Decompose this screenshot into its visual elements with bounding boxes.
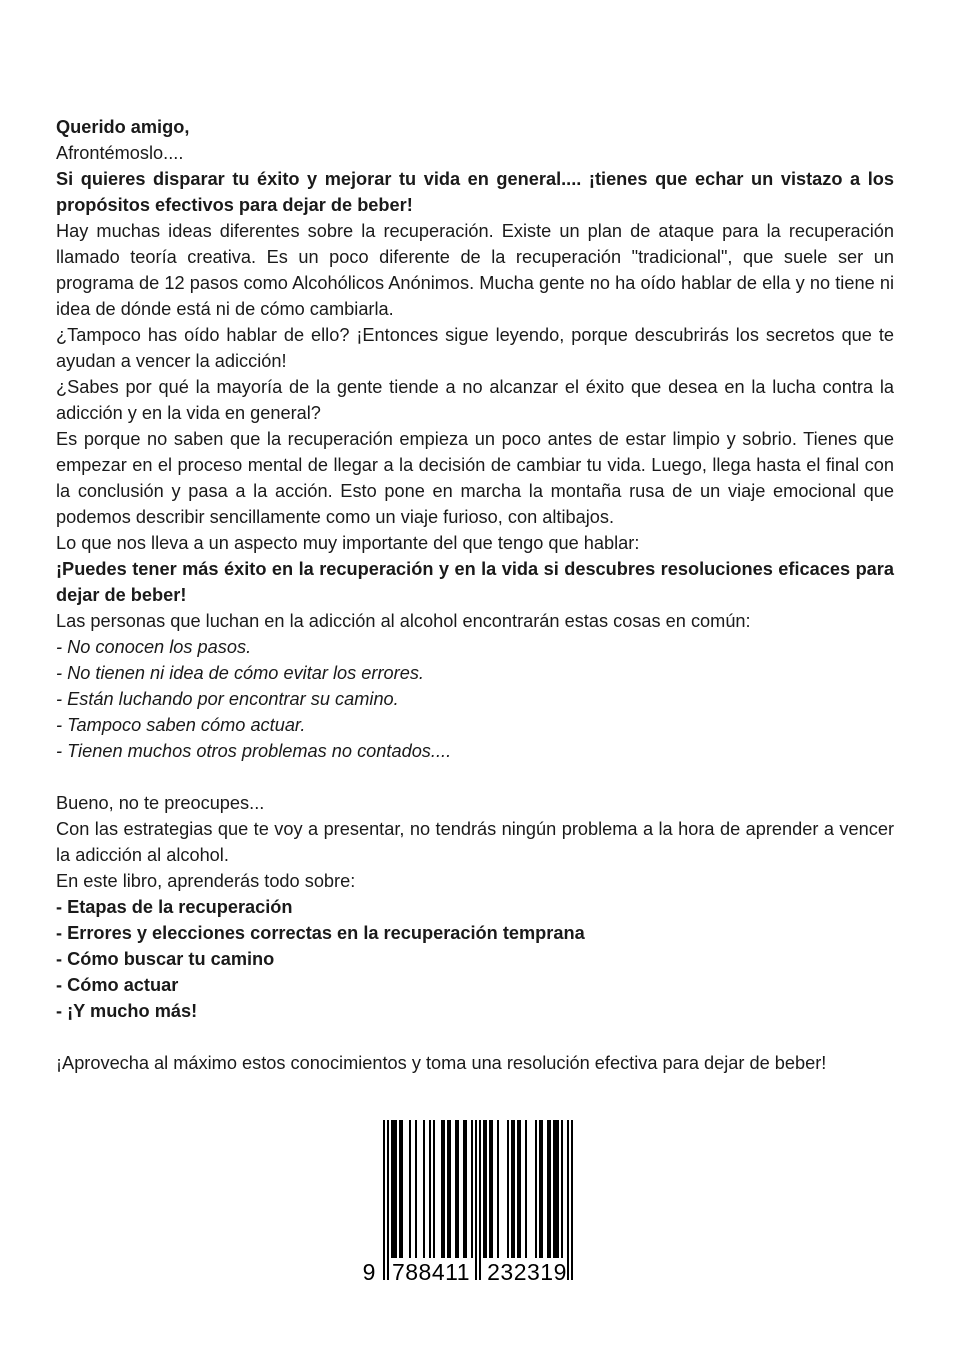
paragraph: Hay muchas ideas diferentes sobre la recuperación. Existe un plan de ataque para la recuperación llamado teoría creativa. Es un poco diferente de la recuperación "tradicional", que suele ser un programa de 12 pasos como Alcohólicos Anónimos. Mucha gente no ha oído hablar de ella y no tiene ni idea de dónde está ni de cómo cambiarla. xyxy=(56,221,894,319)
barcode-bar xyxy=(497,1120,499,1258)
barcode-guard-bar xyxy=(475,1120,477,1280)
problem-item: - No tienen ni idea de cómo evitar los errores. xyxy=(56,663,424,683)
barcode-bar xyxy=(395,1120,397,1258)
barcode-bar xyxy=(449,1120,451,1258)
isbn-barcode xyxy=(361,1120,577,1284)
barcode-bar xyxy=(511,1120,513,1258)
barcode-bar xyxy=(399,1120,401,1258)
intro: Afrontémoslo.... xyxy=(56,143,184,163)
barcode-right-digits: 232319 xyxy=(487,1259,567,1284)
reassure: Bueno, no te preocupes... xyxy=(56,793,265,813)
paragraph: Las personas que luchan en la adicción al alcohol encontrarán estas cosas en común: xyxy=(56,611,751,631)
barcode-bar xyxy=(441,1120,443,1258)
barcode-bar xyxy=(525,1120,527,1258)
barcode-bar xyxy=(465,1120,467,1258)
topic-item: - Cómo buscar tu camino xyxy=(56,949,275,969)
paragraph: Con las estrategias que te voy a presentar, no tendrás ningún problema a la hora de aprender a vencer la adicción al alcohol. xyxy=(56,819,894,865)
barcode-bar xyxy=(485,1120,487,1258)
barcode-bar xyxy=(535,1120,537,1258)
paragraph: Es porque no saben que la recuperación empieza un poco antes de estar limpio y sobrio. Tienes que empezar en el proceso mental de llegar a la decisión de cambiar tu vida. Luego, llega hasta el final con la conclusión y pasa a la acción. Esto pone en marcha la montaña rusa de un viaje emocional que podemos describir sencillamente como un viaje furioso, con altibajos. xyxy=(56,429,894,527)
barcode-left-digits: 788411 xyxy=(391,1259,471,1284)
barcode-bar xyxy=(517,1120,519,1258)
paragraph: En este libro, aprenderás todo sobre: xyxy=(56,871,356,891)
barcode-first-digit: 9 xyxy=(362,1259,376,1284)
barcode-bar xyxy=(491,1120,493,1258)
barcode-bar xyxy=(557,1120,559,1258)
barcode-bar xyxy=(409,1120,411,1258)
barcode-bar xyxy=(433,1120,435,1258)
barcode-bar xyxy=(401,1120,403,1258)
problem-item: - No conocen los pasos. xyxy=(56,637,252,657)
barcode-bar xyxy=(549,1120,551,1258)
barcode-bar xyxy=(471,1120,473,1258)
barcode-bar xyxy=(391,1120,393,1258)
barcode-bar xyxy=(513,1120,515,1258)
barcode-guard-bar xyxy=(387,1120,389,1280)
barcode-bar xyxy=(483,1120,485,1258)
closing: ¡Aprovecha al máximo estos conocimientos y toma una resolución efectiva para dejar de beber! xyxy=(56,1053,827,1073)
barcode-guard-bar xyxy=(567,1120,569,1280)
barcode-guard-bar xyxy=(571,1120,573,1280)
barcode-bar xyxy=(457,1120,459,1258)
barcode-bar xyxy=(507,1120,509,1258)
barcode-bar xyxy=(555,1120,557,1258)
barcode-guard-bar xyxy=(383,1120,385,1280)
barcode-bar xyxy=(547,1120,549,1258)
problem-item: - Tienen muchos otros problemas no contados.... xyxy=(56,741,452,761)
paragraph: Lo que nos lleva a un aspecto muy importante del que tengo que hablar: xyxy=(56,533,640,553)
barcode-bar xyxy=(443,1120,445,1258)
barcode-bar xyxy=(561,1120,563,1258)
problem-item: - Tampoco saben cómo actuar. xyxy=(56,715,306,735)
paragraph: ¿Tampoco has oído hablar de ello? ¡Entonces sigue leyendo, porque descubrirás los secretos que te ayudan a vencer la adicción! xyxy=(56,325,894,371)
topic-item: - Etapas de la recuperación xyxy=(56,897,293,917)
barcode-bar xyxy=(541,1120,543,1258)
barcode-bar xyxy=(463,1120,465,1258)
barcode-bar xyxy=(539,1120,541,1258)
spacer xyxy=(56,1024,894,1050)
barcode-bar xyxy=(423,1120,425,1258)
problem-item: - Están luchando por encontrar su camino. xyxy=(56,689,399,709)
barcode-bar xyxy=(393,1120,395,1258)
spacer xyxy=(56,764,894,790)
paragraph: ¿Sabes por qué la mayoría de la gente tiende a no alcanzar el éxito que desea en la lucha contra la adicción y en la vida en general? xyxy=(56,377,894,423)
barcode-guard-bar xyxy=(479,1120,481,1280)
back-cover-text xyxy=(56,114,894,1076)
highlight: ¡Puedes tener más éxito en la recuperación y en la vida si descubres resoluciones eficaces para dejar de beber! xyxy=(56,559,894,605)
barcode-bar xyxy=(519,1120,521,1258)
greeting: Querido amigo, xyxy=(56,117,190,137)
barcode-bar xyxy=(447,1120,449,1258)
barcode-bar xyxy=(489,1120,491,1258)
barcode-bar xyxy=(455,1120,457,1258)
barcode-bars xyxy=(383,1120,573,1280)
headline: Si quieres disparar tu éxito y mejorar tu vida en general.... ¡tienes que echar un vistazo a los propósitos efectivos para dejar de beber! xyxy=(56,169,894,215)
barcode-bar xyxy=(415,1120,417,1258)
topic-item: - Errores y elecciones correctas en la recuperación temprana xyxy=(56,923,585,943)
barcode-bar xyxy=(553,1120,555,1258)
barcode-bar xyxy=(429,1120,431,1258)
topic-item: - ¡Y mucho más! xyxy=(56,1001,198,1021)
topic-item: - Cómo actuar xyxy=(56,975,179,995)
